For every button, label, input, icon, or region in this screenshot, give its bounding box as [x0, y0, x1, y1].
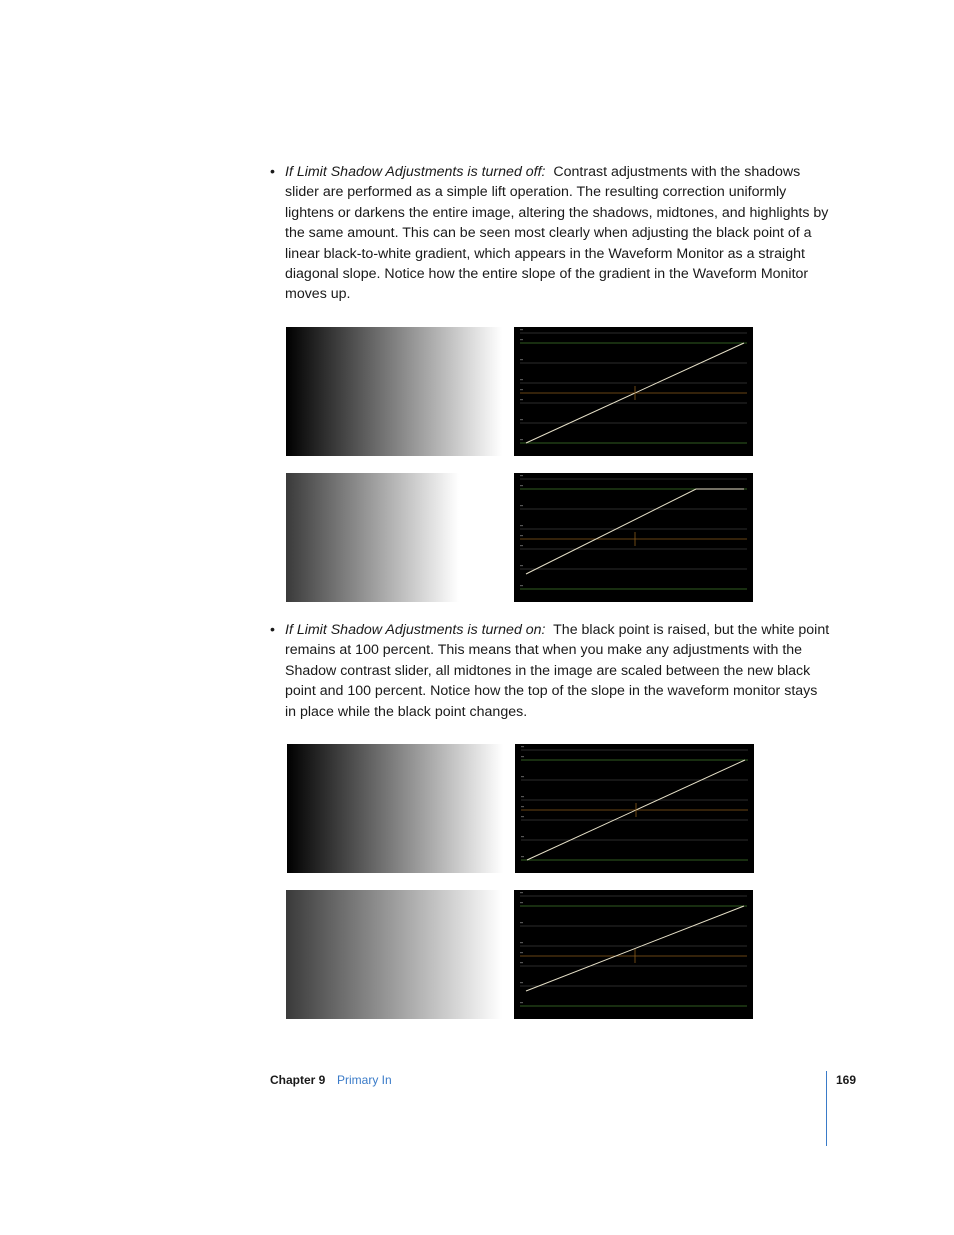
graticule-tick	[520, 525, 523, 526]
graticule-tick	[520, 389, 523, 390]
bullet-limit-shadow-on	[270, 620, 830, 722]
waveform-trace	[526, 489, 744, 574]
graticule-tick	[520, 892, 523, 893]
graticule-tick	[521, 746, 524, 747]
footer-chapter: Chapter 9	[270, 1073, 326, 1087]
waveform-monitor-original-2	[515, 744, 754, 873]
bullet-lead: If Limit Shadow Adjustments is turned off:	[285, 164, 546, 180]
waveform-monitor-lifted-2	[514, 890, 753, 1019]
graticule-tick	[520, 1002, 523, 1003]
graticule-tick	[521, 776, 524, 777]
graticule-tick	[520, 379, 523, 380]
graticule-tick	[520, 329, 523, 330]
gradient-image-lifted-2	[286, 890, 502, 1019]
graticule-tick	[521, 756, 524, 757]
waveform-svg	[514, 473, 753, 602]
graticule-tick	[520, 339, 523, 340]
gradient-image-original-2	[287, 744, 503, 873]
graticule-tick	[520, 952, 523, 953]
waveform-svg	[515, 744, 754, 873]
graticule-tick	[521, 796, 524, 797]
bullet-marker: •	[270, 164, 275, 180]
graticule-tick	[521, 836, 524, 837]
waveform-svg	[514, 327, 753, 456]
bullet-marker: •	[270, 622, 275, 638]
waveform-monitor-lifted	[514, 473, 753, 602]
graticule-tick	[520, 545, 523, 546]
graticule-tick	[521, 816, 524, 817]
footer-divider	[826, 1071, 827, 1146]
graticule-tick	[520, 485, 523, 486]
graticule-tick	[520, 982, 523, 983]
graticule-tick	[520, 942, 523, 943]
waveform-trace	[526, 906, 744, 991]
gradient-image-lifted	[286, 473, 502, 602]
graticule-tick	[520, 962, 523, 963]
waveform-svg	[514, 890, 753, 1019]
gradient-image-original	[286, 327, 502, 456]
graticule-tick	[521, 806, 524, 807]
graticule-tick	[520, 585, 523, 586]
graticule-tick	[520, 535, 523, 536]
graticule-tick	[520, 505, 523, 506]
waveform-monitor-original	[514, 327, 753, 456]
graticule-tick	[521, 856, 524, 857]
graticule-tick	[520, 439, 523, 440]
graticule-tick	[520, 902, 523, 903]
graticule-tick	[520, 565, 523, 566]
graticule-tick	[520, 922, 523, 923]
bullet-body: Contrast adjustments with the shadows slider are performed as a simple lift operation. The resulting correction uniformly lightens or darkens the entire image, altering the shadows, midtones, and highlights by the same amount. This can be seen most clearly when adjusting the black point of a linear black-to-white gradient, which appears in the Waveform Monitor as a straight diagonal slope. Notice how the entire slope of the gradient in the Waveform Monitor moves up.	[285, 164, 829, 303]
graticule-tick	[520, 399, 523, 400]
graticule-tick	[520, 359, 523, 360]
graticule-tick	[520, 419, 523, 420]
bullet-lead: If Limit Shadow Adjustments is turned on:	[285, 622, 546, 638]
bullet-body: The black point is raised, but the white point remains at 100 percent. This means that when you make any adjustments with the Shadow contrast slider, all midtones in the image are scaled between the new black point and 100 percent. Notice how the top of the slope in the waveform monitor stays in place while the black point changes.	[285, 622, 830, 720]
page-number: 169	[836, 1073, 857, 1087]
footer-section-link[interactable]: Primary In	[337, 1073, 392, 1087]
graticule-tick	[520, 475, 523, 476]
bullet-limit-shadow-off	[270, 162, 830, 305]
